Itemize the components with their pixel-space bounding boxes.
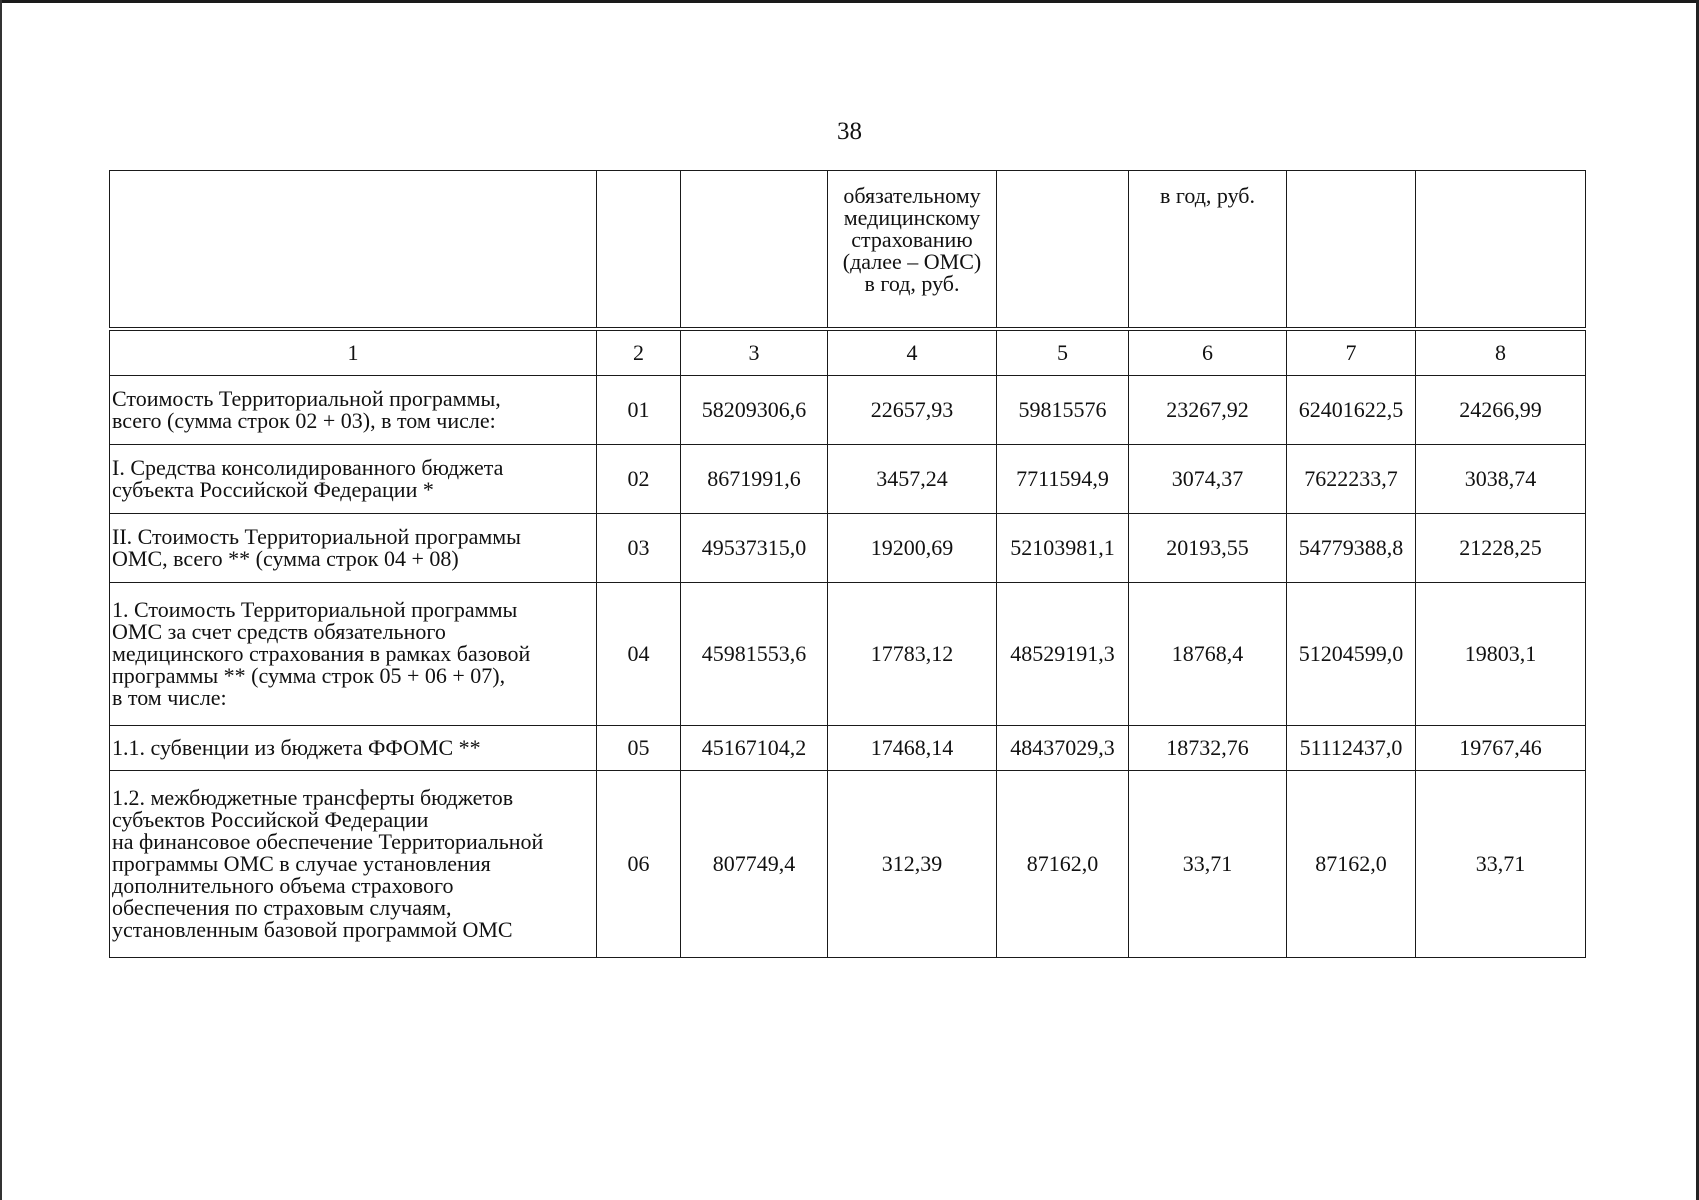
value-cell: 807749,4 — [681, 771, 828, 958]
column-number-row — [110, 329, 1586, 376]
header-col4-line: медицинскому — [843, 205, 981, 230]
row-label-line: программы ОМС в случае установления — [112, 851, 491, 876]
row-label — [110, 514, 597, 583]
value-cell: 17468,14 — [828, 726, 997, 771]
row-label — [110, 376, 597, 445]
header-col4-line: (далее – ОМС) — [842, 249, 982, 274]
value-cell: 3038,74 — [1416, 445, 1586, 514]
value-cell: 59815576 — [997, 376, 1129, 445]
value-cell: 19767,46 — [1416, 726, 1586, 771]
column-number: 5 — [997, 329, 1129, 376]
row-code: 03 — [597, 514, 681, 583]
row-label-line: установленным базовой программой ОМС — [112, 917, 513, 942]
budget-table — [109, 170, 1586, 958]
page-number: 38 — [837, 118, 862, 145]
row-code: 02 — [597, 445, 681, 514]
row-label-line: 1. Стоимость Территориальной программы — [112, 597, 518, 622]
value-cell: 45981553,6 — [681, 583, 828, 726]
row-label-line: субъектов Российской Федерации — [112, 807, 429, 832]
value-cell: 3457,24 — [828, 445, 997, 514]
value-cell: 58209306,6 — [681, 376, 828, 445]
scan-edge-left — [0, 0, 2, 1200]
value-cell: 33,71 — [1129, 771, 1287, 958]
value-cell: 33,71 — [1416, 771, 1586, 958]
row-code: 06 — [597, 771, 681, 958]
value-cell: 23267,92 — [1129, 376, 1287, 445]
value-cell: 87162,0 — [997, 771, 1129, 958]
header-row — [110, 171, 1586, 330]
value-cell: 8671991,6 — [681, 445, 828, 514]
table-row — [110, 445, 1586, 514]
value-cell: 48437029,3 — [997, 726, 1129, 771]
row-label-line: ОМС за счет средств обязательного — [112, 619, 446, 644]
column-number: 4 — [828, 329, 997, 376]
row-label — [110, 771, 597, 958]
row-label-line: всего (сумма строк 02 + 03), в том числе: — [112, 408, 496, 433]
value-cell: 19200,69 — [828, 514, 997, 583]
table-row — [110, 376, 1586, 445]
value-cell: 24266,99 — [1416, 376, 1586, 445]
value-cell: 49537315,0 — [681, 514, 828, 583]
value-cell: 21228,25 — [1416, 514, 1586, 583]
row-label-line: на финансовое обеспечение Территориальной — [112, 829, 544, 854]
value-cell: 87162,0 — [1287, 771, 1416, 958]
scan-edge-top — [0, 0, 1699, 3]
row-code: 05 — [597, 726, 681, 771]
row-label-line: II. Стоимость Территориальной программы — [112, 524, 521, 549]
value-cell: 3074,37 — [1129, 445, 1287, 514]
row-label-line: 1.2. межбюджетные трансферты бюджетов — [112, 785, 514, 810]
row-label — [110, 726, 597, 771]
column-number: 1 — [110, 329, 597, 376]
header-cell-8 — [1416, 171, 1586, 330]
value-cell: 52103981,1 — [997, 514, 1129, 583]
row-label-line: программы ** (сумма строк 05 + 06 + 07), — [112, 663, 506, 688]
row-label-line: I. Средства консолидированного бюджета — [112, 455, 504, 480]
value-cell: 17783,12 — [828, 583, 997, 726]
value-cell: 20193,55 — [1129, 514, 1287, 583]
row-code: 01 — [597, 376, 681, 445]
row-label-line: обеспечения по страховым случаям, — [112, 895, 452, 920]
header-cell-2 — [597, 171, 681, 330]
column-number: 6 — [1129, 329, 1287, 376]
value-cell: 51204599,0 — [1287, 583, 1416, 726]
column-number: 2 — [597, 329, 681, 376]
value-cell: 62401622,5 — [1287, 376, 1416, 445]
value-cell: 312,39 — [828, 771, 997, 958]
column-number: 7 — [1287, 329, 1416, 376]
table-row — [110, 726, 1586, 771]
row-label — [110, 445, 597, 514]
table-row — [110, 514, 1586, 583]
column-number: 8 — [1416, 329, 1586, 376]
header-cell-1 — [110, 171, 597, 330]
header-col4-line: страхованию — [851, 227, 973, 252]
column-number: 3 — [681, 329, 828, 376]
header-cell-4 — [828, 171, 997, 330]
header-cell-7 — [1287, 171, 1416, 330]
value-cell: 18732,76 — [1129, 726, 1287, 771]
header-col4-line: в год, руб. — [864, 271, 960, 296]
row-label-line: в том числе: — [112, 685, 227, 710]
header-cell-3 — [681, 171, 828, 330]
row-label — [110, 583, 597, 726]
row-label-line: 1.1. субвенции из бюджета ФФОМС ** — [112, 735, 481, 760]
value-cell: 7622233,7 — [1287, 445, 1416, 514]
value-cell: 48529191,3 — [997, 583, 1129, 726]
value-cell: 22657,93 — [828, 376, 997, 445]
row-code: 04 — [597, 583, 681, 726]
value-cell: 54779388,8 — [1287, 514, 1416, 583]
row-label-line: медицинского страхования в рамках базовой — [112, 641, 531, 666]
header-cell-6 — [1129, 171, 1287, 330]
value-cell: 51112437,0 — [1287, 726, 1416, 771]
table-row — [110, 583, 1586, 726]
value-cell: 19803,1 — [1416, 583, 1586, 726]
table-row — [110, 771, 1586, 958]
row-label-line: Стоимость Территориальной программы, — [112, 386, 501, 411]
row-label-line: ОМС, всего ** (сумма строк 04 + 08) — [112, 546, 459, 571]
value-cell: 18768,4 — [1129, 583, 1287, 726]
value-cell: 7711594,9 — [997, 445, 1129, 514]
header-col6-line: в год, руб. — [1159, 183, 1256, 208]
row-label-line: субъекта Российской Федерации * — [112, 477, 434, 502]
row-label-line: дополнительного объема страхового — [112, 873, 454, 898]
value-cell: 45167104,2 — [681, 726, 828, 771]
header-col4-line: обязательному — [843, 183, 981, 208]
header-cell-5 — [997, 171, 1129, 330]
